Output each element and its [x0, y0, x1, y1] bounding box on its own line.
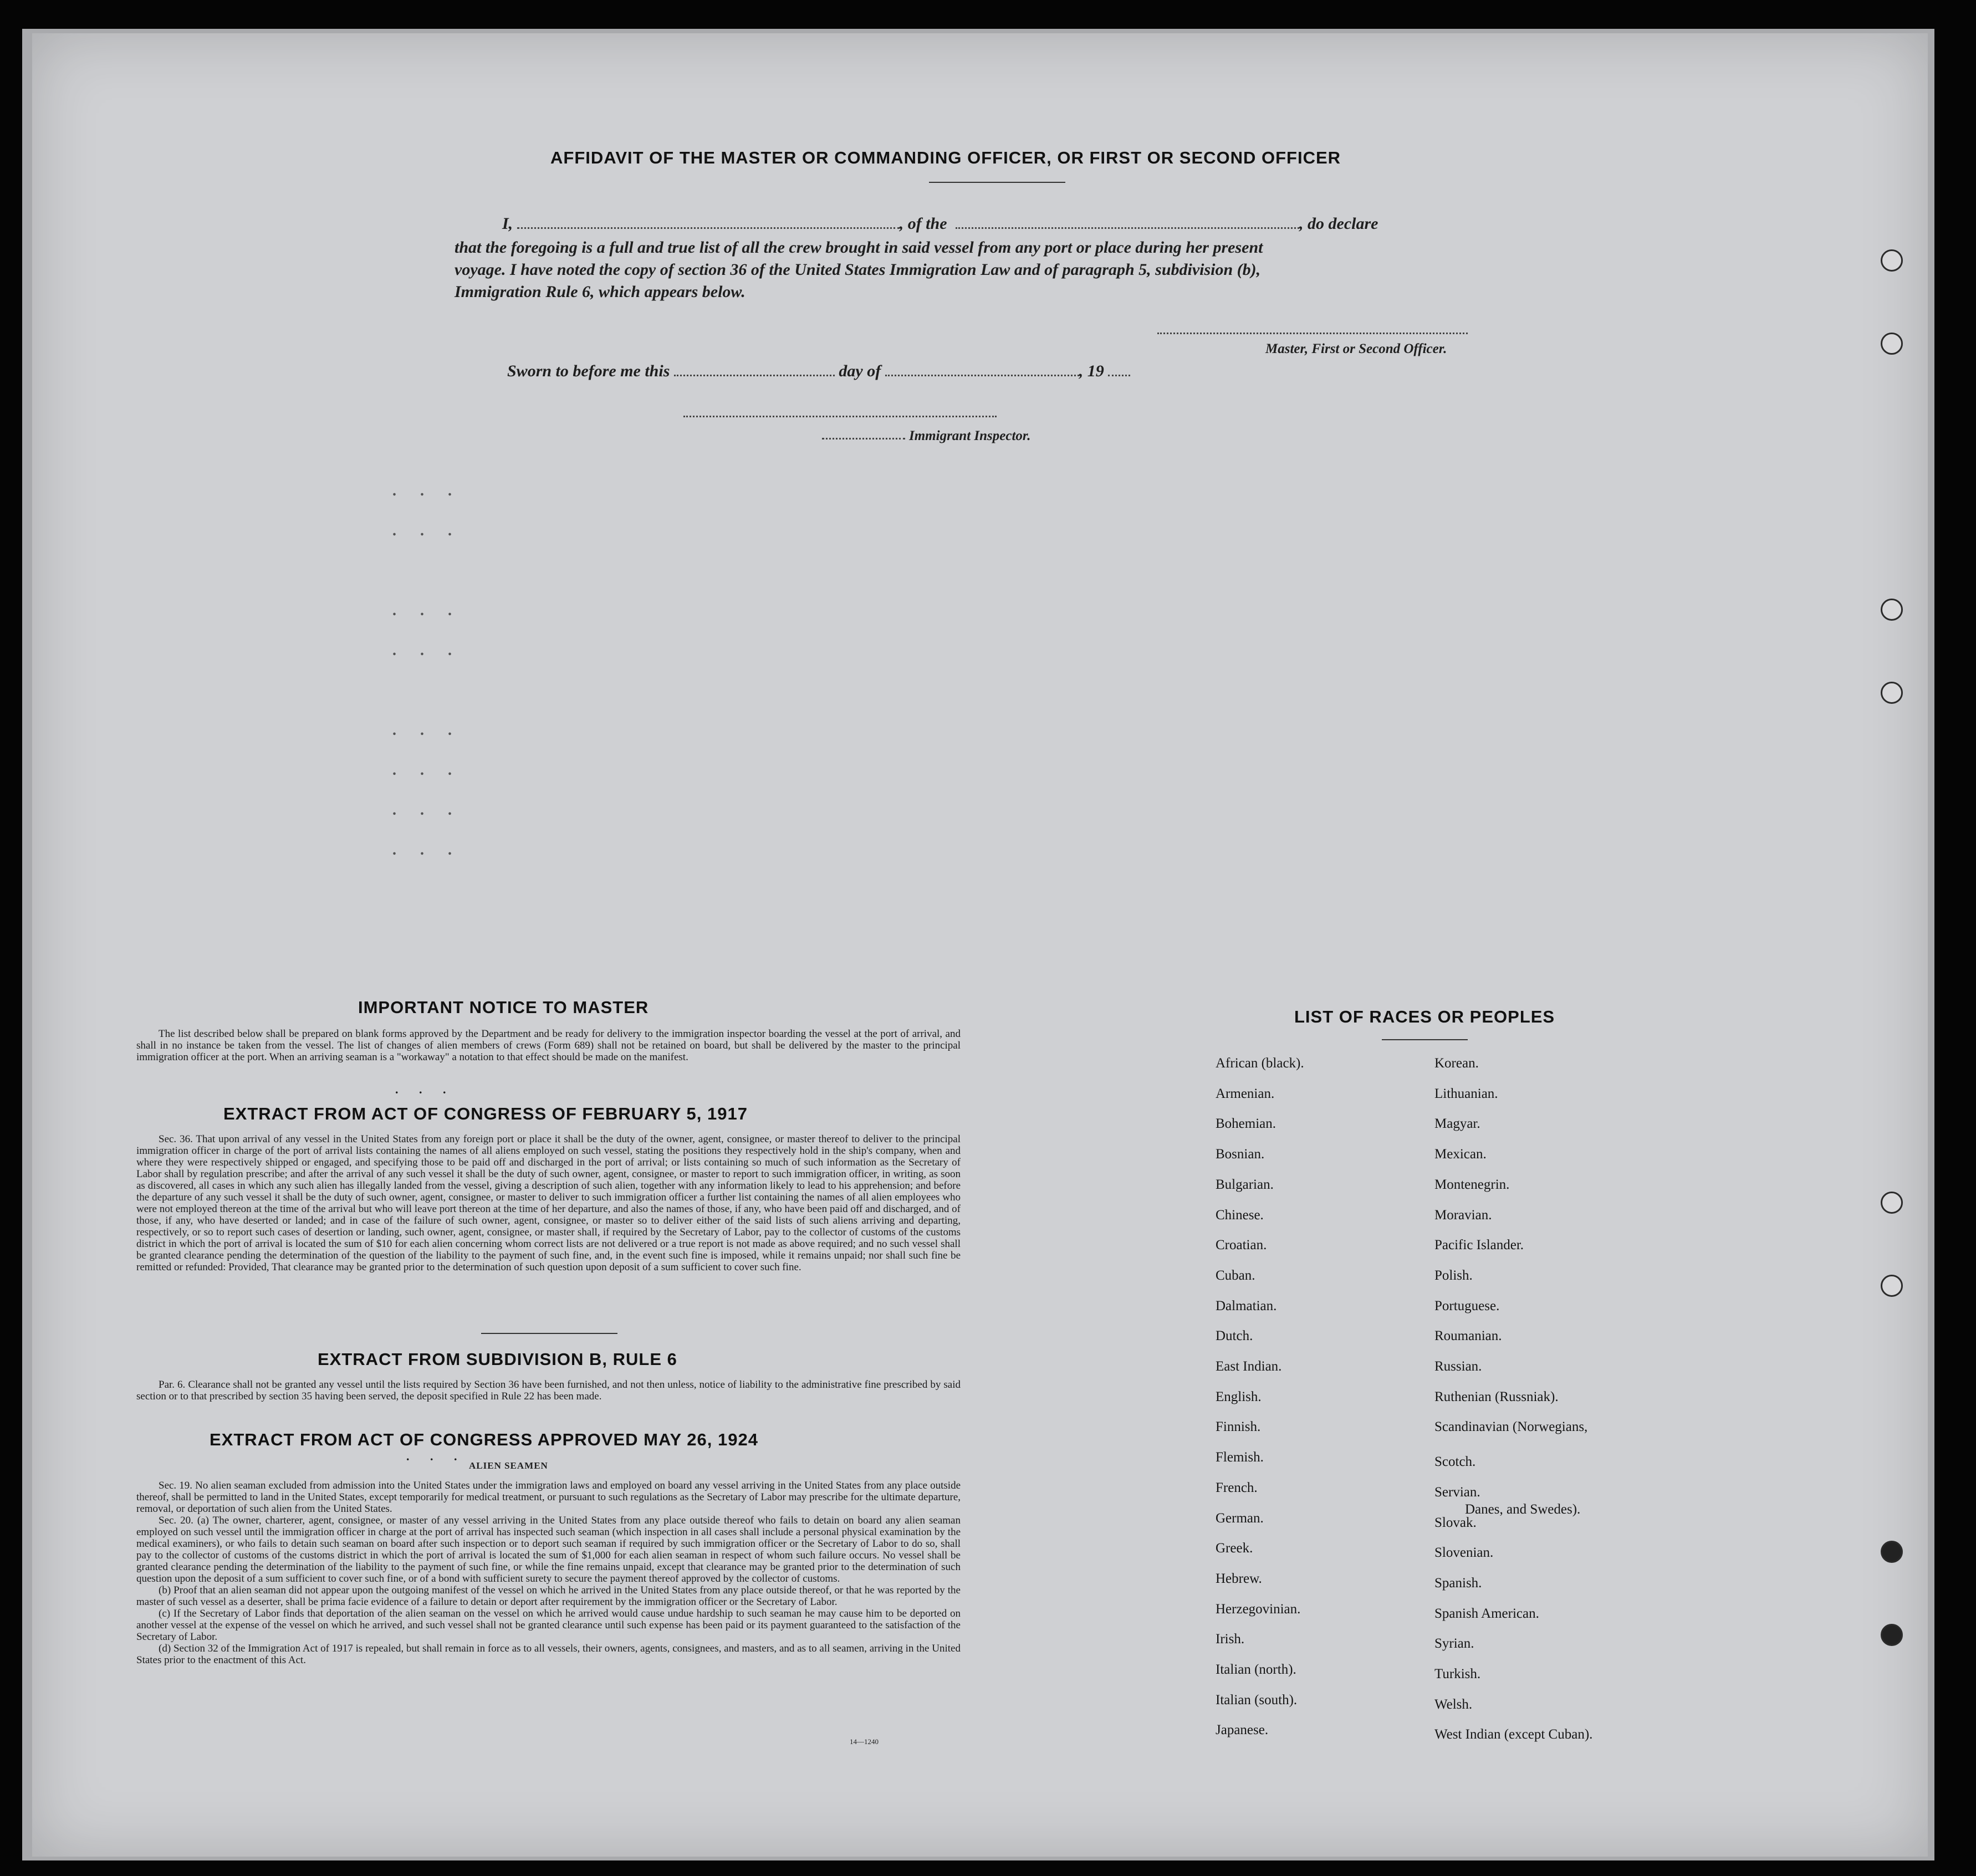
races-title: LIST OF RACES OR PEOPLES: [1294, 1007, 1555, 1026]
races-right-continuation: Danes, and Swedes).: [1465, 1502, 1581, 1517]
race-item: Moravian.: [1434, 1207, 1492, 1223]
notice-title: IMPORTANT NOTICE TO MASTER: [358, 998, 649, 1017]
race-item: Scotch.: [1434, 1454, 1476, 1470]
race-item: French.: [1216, 1480, 1258, 1495]
master-label: Master, First or Second Officer.: [1265, 341, 1447, 356]
race-item: Dalmatian.: [1216, 1298, 1277, 1313]
sworn-prefix: Sworn to before me this: [507, 362, 670, 380]
sworn-day-of: day of: [839, 362, 881, 380]
inspector-signature-blank[interactable]: [683, 416, 997, 417]
document-page: [32, 33, 1928, 1857]
extract-1924-sec20d: (d) Section 32 of the Immigration Act of 1917 is repealed, but shall remain in force as to all vessels, their owners, agents, consignees, and masters, and as to all seamen, arriving in the United States prior to the enactment of this Act.: [136, 1643, 961, 1666]
affidavit-title: AFFIDAVIT OF THE MASTER OR COMMANDING OFFICER, OR FIRST OR SECOND OFFICER: [550, 148, 1341, 167]
race-item: Ruthenian (Russniak).: [1434, 1389, 1559, 1404]
binder-hole: [1881, 1275, 1903, 1297]
inspector-label: Immigrant Inspector.: [909, 428, 1031, 443]
sworn-day-blank[interactable]: [674, 375, 835, 376]
race-item: Roumanian.: [1434, 1328, 1502, 1344]
sworn-year: , 19: [1079, 362, 1104, 380]
extract-1924-title: EXTRACT FROM ACT OF CONGRESS APPROVED MAY 26, 1924: [210, 1430, 758, 1449]
extract-1924-text: [136, 1480, 961, 1666]
sworn-year-blank[interactable]: [1108, 375, 1130, 376]
notice-paragraph: The list described below shall be prepared on blank forms approved by the Department and be ready for delivery to the immigration inspector boarding the vessel at the port of arrival, and shall in no instance be taken from the vessel. The list of changes of alien members of crews (Form 689) shall not be retained on board, but shall be delivered by the master to the principal immigration officer at the port. When an arriving seaman is a "workaway" a notation to that effect should be made on the manifest.: [136, 1028, 961, 1063]
binder-hole: [1881, 682, 1903, 704]
rule6-title: EXTRACT FROM SUBDIVISION B, RULE 6: [318, 1350, 677, 1369]
race-item: Korean.: [1434, 1056, 1479, 1071]
race-item: West Indian (except Cuban).: [1434, 1727, 1593, 1742]
sworn-line: [507, 362, 1130, 381]
race-item: East Indian.: [1216, 1359, 1282, 1374]
binder-hole: [1881, 249, 1903, 272]
race-item: Magyar.: [1434, 1116, 1480, 1132]
affidavit-title-rule: [929, 182, 1065, 183]
extract-1917-text: [136, 1133, 961, 1273]
binder-hole: [1881, 333, 1903, 355]
race-item: Portuguese.: [1434, 1298, 1500, 1313]
race-item: Italian (north).: [1216, 1662, 1296, 1677]
race-item: Finnish.: [1216, 1419, 1261, 1435]
race-item: Dutch.: [1216, 1328, 1253, 1344]
extract-1917-rule: [481, 1333, 617, 1334]
ditto-marks: . . . . . . . . . . . . . . . . . . . . . . . .: [392, 482, 462, 858]
master-signature-blank[interactable]: [1157, 333, 1468, 334]
extract-1924-sec20a: Sec. 20. (a) The owner, charterer, agent, consignee, or master of any vessel arriving in the United States from any place outside thereof who fails to detain on board any alien seaman employed on such vessel until the immigration officer in charge at the port of arrival has inspected such seaman (which inspection in all cases shall include a personal physical examination by the medical examiners), or who fails to detain such seaman on board after such inspection or to deport such seaman if required by such immigration officer or the Secretary of Labor to do so, shall pay to the collector of customs of the customs district in which the port of arrival is located the sum of $1,000 for each alien seaman in respect of whom such failure occurs. No vessel shall be granted clearance pending the determination of the liability to the payment of such fine, or while the fine remains unpaid, except that clearance may be granted prior to the determination of such question upon the deposit of a sum sufficient to cover such fine, or of a bond with sufficient surety to secure the payment thereof approved by the collector of customs.: [136, 1515, 961, 1584]
inspector-signature-blank-2[interactable]: [822, 438, 905, 439]
race-item: Russian.: [1434, 1359, 1482, 1374]
extract-1917-paragraph: Sec. 36. That upon arrival of any vessel in the United States from any foreign port or place it shall be the duty of the owner, agent, consignee, or master thereof to deliver to the principal immigration officer in charge of the port of arrival lists containing the names of all aliens employed on such vessel, stating the positions they respectively hold in the ship's company, when and where they were respectively shipped or engaged, and specifying those to be paid off and discharged in the port of arrival; or lists containing so much of such information as the Secretary of Labor shall by regulation prescribe; and after the arrival of any such vessel it shall be the duty of such owner, agent, consignee, or master to report to such immigration officer, in writing, as soon as discovered, all cases in which any such alien has illegally landed from the vessel, giving a description of such alien, together with any information likely to lead to his apprehension; and before the departure of any such vessel it shall be the duty of such owner, agent, consignee, or master to deliver to such immigration officer a further list containing the names of all alien employees who were not employed thereon at the time of the arrival but who will leave port thereon at the time of her departure, and also the names of those, if any, who have been paid off and discharged, and of those, if any, who have deserted or landed; and in case of the failure of such owner, agent, consignee, or master so to deliver either of the said lists of such aliens arriving and departing, respectively, or so to report such cases of desertion or landing, such owner, agent, consignee, or master shall, if required by the Secretary of Labor, pay to the collector of customs of the customs district in which the port of arrival is located the sum of $10 for each alien concerning whom correct lists are not delivered or a true report is not made as above required; and no such vessel shall be granted clearance pending the determination of the question of the liability to the payment of such fine, and, in the event such fine is imposed, while it remains unpaid; nor shall such fine be remitted or refunded: Provided, That clearance may be granted prior to the determination of such question upon deposit of a sum sufficient to cover such fine.: [136, 1133, 961, 1273]
alien-seamen-subtitle: ALIEN SEAMEN: [469, 1460, 548, 1471]
race-item: Croatian.: [1216, 1238, 1267, 1253]
binder-hole: [1881, 1541, 1903, 1563]
race-item: Japanese.: [1216, 1722, 1269, 1738]
affidavit-line3: voyage. I have noted the copy of section 36 of the United States Immigration Law and of paragraph 5, subdivision (b),: [455, 260, 1261, 279]
section-dots-1: . . .: [395, 1082, 455, 1096]
race-item: English.: [1216, 1389, 1262, 1404]
extract-1924-sec20b: (b) Proof that an alien seaman did not appear upon the outgoing manifest of the vessel on which he arrived in the United States from any place outside thereof, or that he was reported by the master of such vessel as a deserter, shall be prima facie evidence of a failure to detain or deport after requirement by the immigration officer or the Secretary of Labor.: [136, 1584, 961, 1608]
race-item: Hebrew.: [1216, 1571, 1262, 1586]
affidavit-line2: that the foregoing is a full and true list of all the crew brought in said vessel from any port or place during her present: [455, 238, 1263, 257]
race-item: Montenegrin.: [1434, 1177, 1510, 1192]
race-item: Armenian.: [1216, 1086, 1275, 1101]
race-item: Greek.: [1216, 1541, 1253, 1556]
race-item: Italian (south).: [1216, 1692, 1298, 1708]
affidavit-do-declare: , do declare: [1299, 214, 1378, 233]
race-item: Syrian.: [1434, 1636, 1474, 1652]
affidavit-line4: Immigration Rule 6, which appears below.: [455, 283, 746, 301]
rule6-paragraph: Par. 6. Clearance shall not be granted any vessel until the lists required by Section 36 have been furnished, and not then unless, notice of liability to the administrative fine prescribed by said section or to that prescribed by section 35 having been served, the deposit specified in Rule 22 has been made.: [136, 1379, 961, 1402]
race-item: Scandinavian (Norwegians,: [1434, 1419, 1588, 1435]
binder-hole: [1881, 1624, 1903, 1646]
race-item: Chinese.: [1216, 1207, 1264, 1223]
race-item: Herzegovinian.: [1216, 1601, 1301, 1617]
vessel-blank[interactable]: [956, 227, 1299, 229]
extract-1917-title: EXTRACT FROM ACT OF CONGRESS OF FEBRUARY 5, 1917: [223, 1104, 748, 1123]
race-item: Spanish American.: [1434, 1606, 1539, 1621]
race-item: Welsh.: [1434, 1696, 1473, 1712]
race-item: Cuban.: [1216, 1267, 1255, 1283]
form-number: 14—1240: [850, 1737, 879, 1746]
race-item: Lithuanian.: [1434, 1086, 1498, 1101]
race-item: Turkish.: [1434, 1667, 1481, 1681]
race-item: Polish.: [1434, 1267, 1473, 1283]
extract-1924-sec19: Sec. 19. No alien seaman excluded from admission into the United States under the immigration laws and employed on board any vessel arriving in the United States from any place outside thereof, shall be permitted to land in the United States, except temporarily for medical treatment, or pursuant to such regulations as the Secretary of Labor may prescribe for the ultimate departure, removal, or deportation of such alien from the United States.: [136, 1480, 961, 1515]
race-item: Flemish.: [1216, 1450, 1264, 1465]
race-item: Bohemian.: [1216, 1116, 1277, 1132]
name-blank[interactable]: [517, 227, 900, 229]
race-item: Pacific Islander.: [1434, 1238, 1524, 1253]
affidavit-i: I,: [502, 214, 513, 233]
extract-1924-sec20c: (c) If the Secretary of Labor finds that deportation of the alien seaman on the vessel on which he arrived would cause undue hardship to such seaman he may cause him to be deported on another vessel at the expense of the vessel on which he arrived, and such vessel shall not be granted clearance until such expense has been paid or its payment guaranteed to the satisfaction of the Secretary of Labor.: [136, 1608, 961, 1643]
affidavit-of-the: , of the: [899, 214, 947, 233]
race-item: Slovenian.: [1434, 1545, 1494, 1561]
race-item: Bosnian.: [1216, 1147, 1265, 1162]
race-item: Spanish.: [1434, 1575, 1482, 1591]
race-item: Slovak.: [1434, 1515, 1477, 1530]
race-item: Mexican.: [1434, 1147, 1487, 1162]
rule6-text: [136, 1379, 961, 1402]
races-title-rule: [1382, 1039, 1468, 1040]
notice-text: [136, 1028, 961, 1063]
race-item: Irish.: [1216, 1632, 1245, 1647]
race-item: Bulgarian.: [1216, 1177, 1274, 1192]
binder-hole: [1881, 599, 1903, 621]
race-item: Servian.: [1434, 1484, 1480, 1500]
sworn-month-blank[interactable]: [885, 375, 1079, 376]
race-item: German.: [1216, 1510, 1264, 1526]
binder-hole: [1881, 1192, 1903, 1214]
race-item: African (black).: [1216, 1056, 1304, 1071]
section-dots-2: . . .: [406, 1449, 466, 1463]
affidavit-line1: [502, 214, 1378, 233]
